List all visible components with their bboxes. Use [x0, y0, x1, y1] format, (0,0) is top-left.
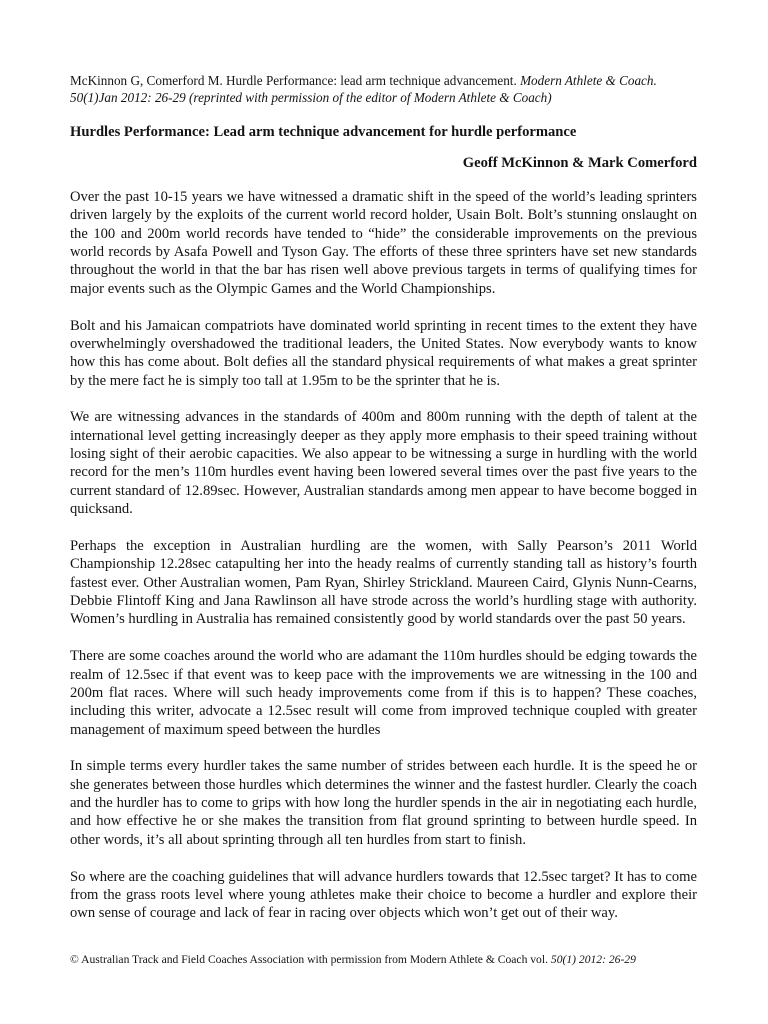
article-body: [70, 188, 697, 923]
paragraph: We are witnessing advances in the standards of 400m and 800m running with the depth of talent at the international level getting increasingly deeper as they apply more emphasis to their speed training without losing sight of their aerobic capacities. We also appear to be witnessing a surge in hurdling with the world record for the men’s 110m hurdles event having been lowered several times over the past five years to the current standard of 12.89sec. However, Australian standards among men appear to have become bogged in quicksand.: [70, 409, 697, 518]
paragraph: Over the past 10-15 years we have witnessed a dramatic shift in the speed of the world’s leading sprinters driven largely by the exploits of the current world record holder, Usain Bolt. Bolt’s stunning onslaught on the 100 and 200m world records have tended to “hide” the considerable improvements on the previous world records by Asafa Powell and Tyson Gay. The efforts of these three sprinters have set new standards throughout the world in that the bar has risen well above previous targets in terms of qualifying times for major events such as the Olympic Games and the World Championships.: [70, 189, 697, 297]
citation-journal: Modern Athlete & Coach. 50(1)Jan 2012: 26-29 (reprinted with permission of the editor of Modern Athlete & Coach): [70, 73, 657, 105]
citation-authors-title: McKinnon G, Comerford M. Hurdle Performance: lead arm technique advancement.: [70, 73, 517, 88]
document-page: [70, 72, 697, 941]
article-authors: Geoff McKinnon & Mark Comerford: [462, 155, 697, 171]
footer-issue: 50(1) 2012: 26-29: [550, 953, 636, 966]
paragraph: In simple terms every hurdler takes the same number of strides between each hurdle. It is the speed he or she generates between those hurdles which determines the winner and the fastest hurdler. Clearly the coach and the hurdler has to come to grips with how long the hurdler spends in the air in negotiating each hurdle, and how effective he or she makes the transition from flat ground sprinting to between hurdle speed. In other words, it’s all about sprinting through all ten hurdles from start to finish.: [70, 758, 697, 848]
paragraph: Perhaps the exception in Australian hurdling are the women, with Sally Pearson’s 2011 World Championship 12.28sec catapulting her into the heady realms of currently standing tall as history’s fourth fastest ever. Other Australian women, Pam Ryan, Shirley Strickland. Maureen Caird, Glynis Nunn-Cearns, Debbie Flintoff King and Jana Rawlinson all have strode across the world’s hurdling stage with authority. Women’s hurdling in Australia has remained consistently good by world standards over the past 50 years.: [70, 538, 697, 628]
paragraph: There are some coaches around the world who are adamant the 110m hurdles should be edging towards the realm of 12.5sec if that event was to keep pace with the improvements we are witnessing in the 100 and 200m flat races. Where will such heady improvements come from if this is to happen? These coaches, including this writer, advocate a 12.5sec result will come from improved technique coupled with greater management of maximum speed between the hurdles: [70, 648, 697, 738]
footer-text: © Australian Track and Field Coaches Association with permission from Modern Athlete & Coach vol.: [70, 953, 548, 966]
paragraph: So where are the coaching guidelines that will advance hurdlers towards that 12.5sec target? It has to come from the grass roots level where young athletes make their choice to become a hurdler and explore their own sense of courage and lack of fear in racing over objects which won’t get out of their way.: [70, 868, 697, 922]
article-title: Hurdles Performance: Lead arm technique advancement for hurdle performance: [70, 124, 577, 140]
footer-copyright: [70, 952, 710, 967]
citation: [70, 72, 697, 106]
paragraph: Bolt and his Jamaican compatriots have dominated world sprinting in recent times to the extent they have overwhelmingly overshadowed the traditional leaders, the United States. Now everybody wants to know how this has come about. Bolt defies all the standard physical requirements of what makes a great sprinter by the mere fact he is simply too tall at 1.95m to be the sprinter that he is.: [70, 317, 697, 389]
